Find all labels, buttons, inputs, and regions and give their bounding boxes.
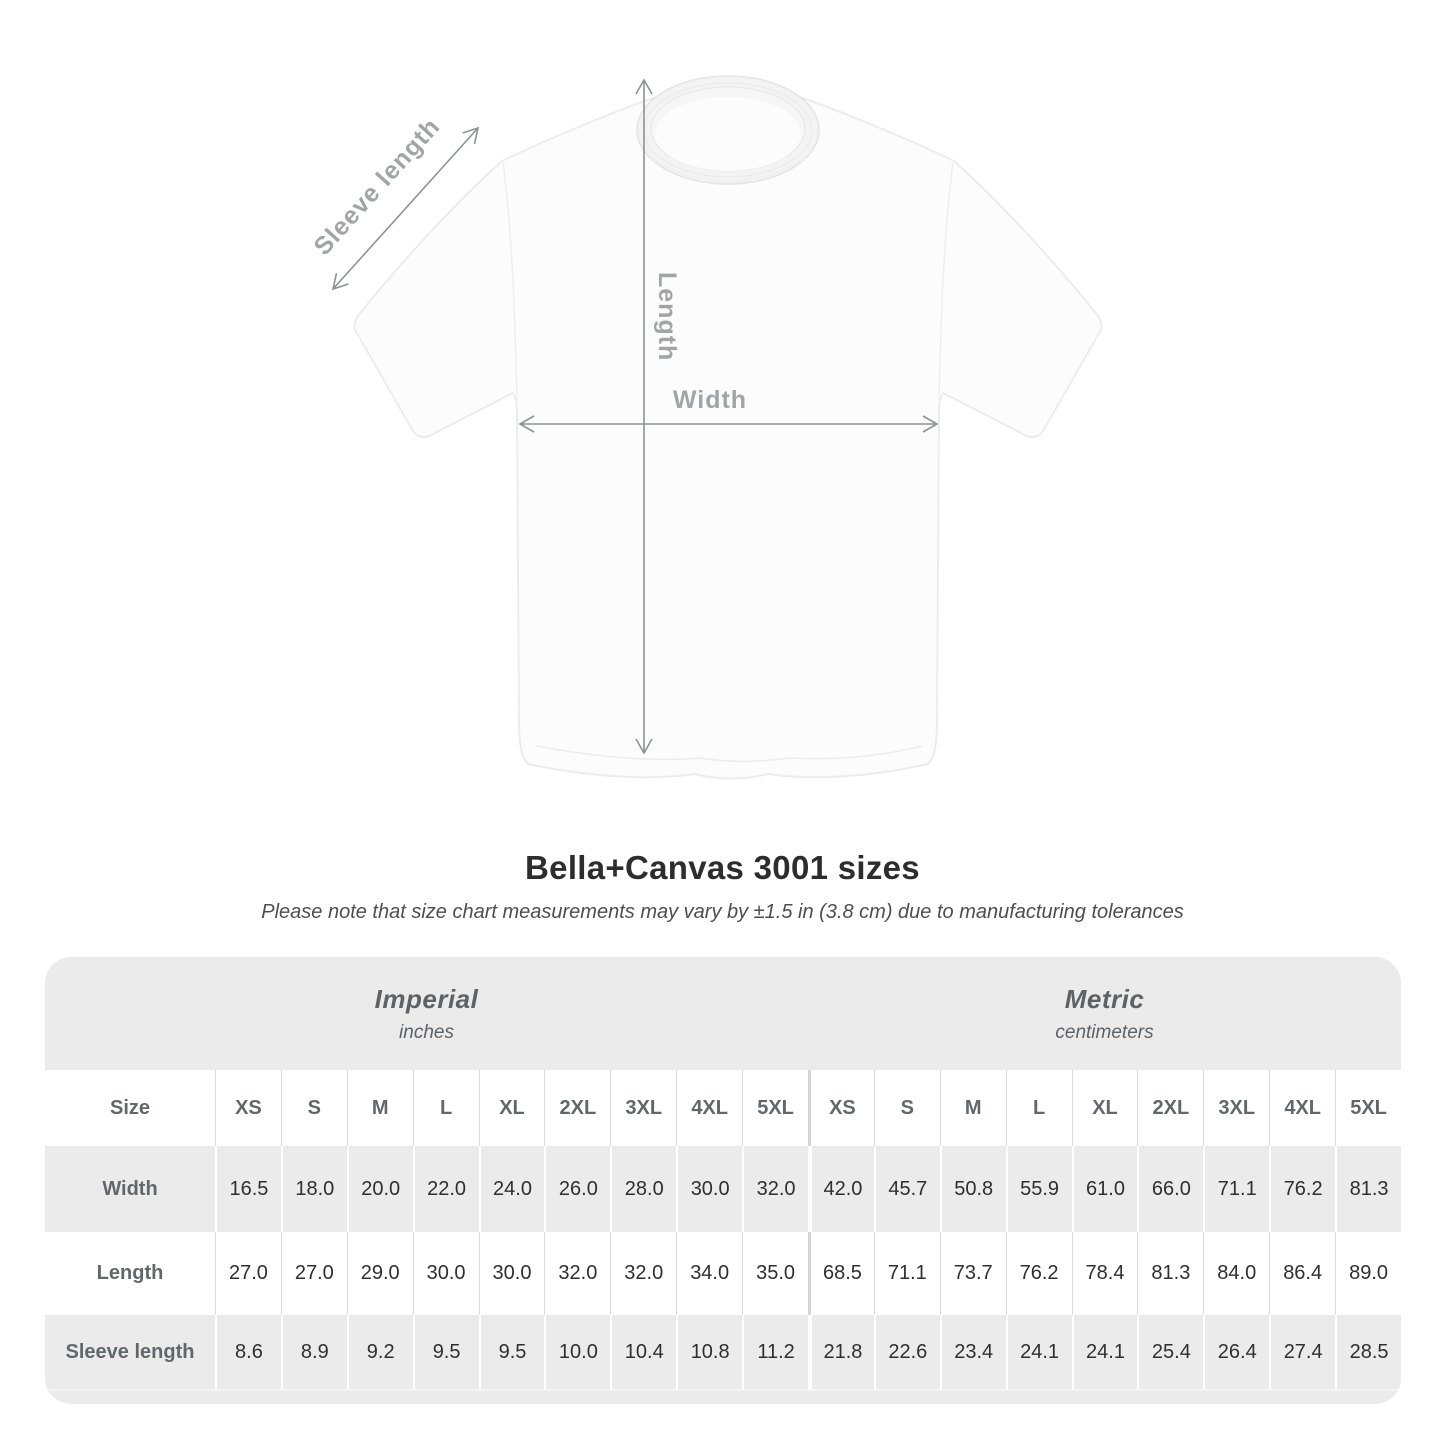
value-cell: 9.5 [479, 1315, 545, 1389]
size-header-cell: XL [479, 1070, 545, 1146]
row-label: Width [102, 1177, 158, 1200]
value-cell: 84.0 [1203, 1232, 1269, 1315]
size-header-cell: 4XL [1269, 1070, 1335, 1146]
size-header-cell: 2XL [544, 1070, 610, 1146]
value-cell: 28.0 [610, 1146, 676, 1232]
value-cell: 16.5 [215, 1146, 281, 1232]
size-header-cell: 3XL [610, 1070, 676, 1146]
value-cell: 76.2 [1006, 1232, 1072, 1315]
imperial-group-header [45, 957, 808, 1070]
value-cell: 27.4 [1269, 1315, 1335, 1389]
value-cell: 8.9 [281, 1315, 347, 1389]
size-header-cell: XS [808, 1070, 874, 1146]
tshirt-body [354, 91, 1102, 779]
value-cell: 81.3 [1137, 1232, 1203, 1315]
value-cell: 22.0 [413, 1146, 479, 1232]
value-cell: 30.0 [479, 1232, 545, 1315]
value-cell: 71.1 [874, 1232, 940, 1315]
value-cell: 89.0 [1335, 1232, 1401, 1315]
value-cell: 23.4 [940, 1315, 1006, 1389]
value-cell: 76.2 [1269, 1146, 1335, 1232]
size-header-cell: L [1006, 1070, 1072, 1146]
size-header-cell: 2XL [1137, 1070, 1203, 1146]
tshirt-collar-inner-back [655, 97, 801, 171]
value-cell: 81.3 [1335, 1146, 1401, 1232]
length-dimension-label: Length [653, 272, 681, 362]
value-cell: 35.0 [742, 1232, 808, 1315]
value-cell: 30.0 [413, 1232, 479, 1315]
value-cell: 32.0 [610, 1232, 676, 1315]
size-header-cell: S [874, 1070, 940, 1146]
value-cell: 30.0 [676, 1146, 742, 1232]
value-cell: 32.0 [742, 1146, 808, 1232]
sleeve-length-dimension-label: Sleeve length [308, 112, 446, 261]
size-chart-table [45, 957, 1401, 1404]
table-row-sleeve-length [45, 1315, 1401, 1389]
value-cell: 9.5 [413, 1315, 479, 1389]
value-cell: 66.0 [1137, 1146, 1203, 1232]
value-cell: 73.7 [940, 1232, 1006, 1315]
value-cell: 68.5 [808, 1232, 874, 1315]
value-cell: 10.8 [676, 1315, 742, 1389]
value-cell: 28.5 [1335, 1315, 1401, 1389]
size-header-cell: M [347, 1070, 413, 1146]
value-cell: 50.8 [940, 1146, 1006, 1232]
size-header-cell: S [281, 1070, 347, 1146]
size-header-cell: XL [1072, 1070, 1138, 1146]
value-cell: 11.2 [742, 1315, 808, 1389]
size-header-cell: 4XL [676, 1070, 742, 1146]
value-cell: 22.6 [874, 1315, 940, 1389]
value-cell: 42.0 [808, 1146, 874, 1232]
table-bottom-padding [45, 1389, 1401, 1404]
table-row-length [45, 1232, 1401, 1315]
metric-group-header [808, 957, 1401, 1070]
value-cell: 10.4 [610, 1315, 676, 1389]
value-cell: 24.0 [479, 1146, 545, 1232]
value-cell: 32.0 [544, 1232, 610, 1315]
value-cell: 71.1 [1203, 1146, 1269, 1232]
page-title: Bella+Canvas 3001 sizes [525, 849, 920, 886]
value-cell: 26.0 [544, 1146, 610, 1232]
value-cell: 27.0 [215, 1232, 281, 1315]
value-cell: 34.0 [676, 1232, 742, 1315]
value-cell: 18.0 [281, 1146, 347, 1232]
value-cell: 29.0 [347, 1232, 413, 1315]
value-cell: 10.0 [544, 1315, 610, 1389]
value-cell: 45.7 [874, 1146, 940, 1232]
row-label: Length [96, 1262, 164, 1284]
size-header-cell: XS [215, 1070, 281, 1146]
size-column-header: Size [109, 1096, 151, 1119]
unit-group-header-row [45, 957, 1401, 1070]
value-cell: 86.4 [1269, 1232, 1335, 1315]
width-dimension-label: Width [672, 386, 748, 414]
size-header-cell: 3XL [1203, 1070, 1269, 1146]
size-header-cell: 5XL [1335, 1070, 1401, 1146]
value-cell: 26.4 [1203, 1315, 1269, 1389]
size-header-cell: M [940, 1070, 1006, 1146]
value-cell: 78.4 [1072, 1232, 1138, 1315]
table-row-width [45, 1146, 1401, 1232]
value-cell: 21.8 [808, 1315, 874, 1389]
metric-label: Metric [1064, 983, 1145, 1014]
value-cell: 27.0 [281, 1232, 347, 1315]
value-cell: 24.1 [1072, 1315, 1138, 1389]
imperial-unit-label: inches [399, 1021, 454, 1043]
size-header-cell: L [413, 1070, 479, 1146]
value-cell: 25.4 [1137, 1315, 1203, 1389]
imperial-label: Imperial [374, 983, 479, 1014]
value-cell: 61.0 [1072, 1146, 1138, 1232]
row-label: Sleeve length [65, 1340, 195, 1363]
size-header-row [45, 1070, 1401, 1146]
value-cell: 55.9 [1006, 1146, 1072, 1232]
value-cell: 9.2 [347, 1315, 413, 1389]
value-cell: 24.1 [1006, 1315, 1072, 1389]
size-header-cell: 5XL [742, 1070, 808, 1146]
value-cell: 20.0 [347, 1146, 413, 1232]
tolerance-note: Please note that size chart measurements may vary by ±1.5 in (3.8 cm) due to manufacturing tolerances [261, 901, 1184, 923]
value-cell: 8.6 [215, 1315, 281, 1389]
metric-unit-label: centimeters [1055, 1021, 1154, 1043]
